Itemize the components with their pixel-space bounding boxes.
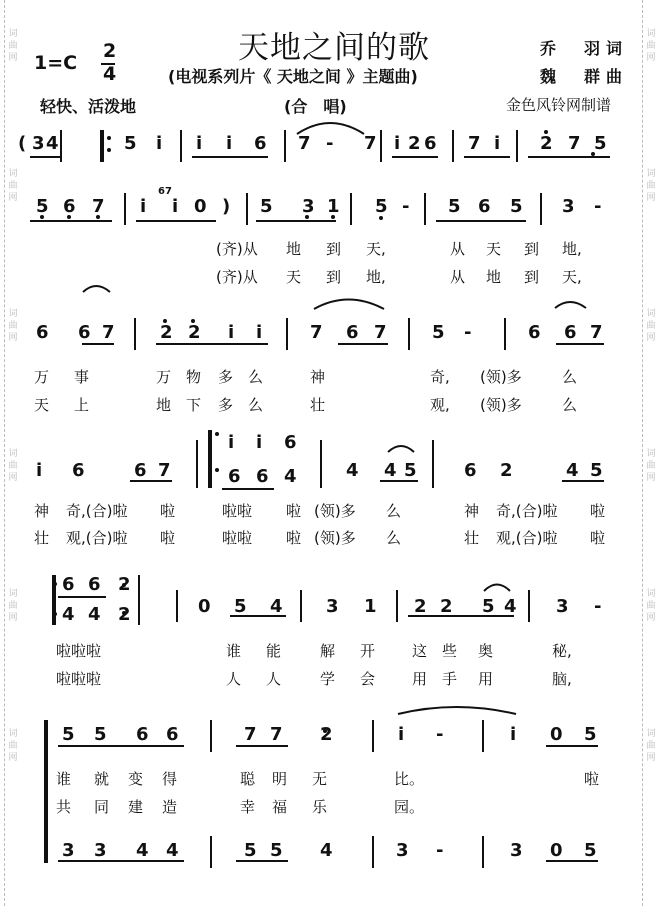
note: 3	[562, 196, 575, 217]
bar-line	[372, 836, 374, 868]
note: 7	[158, 460, 171, 481]
note-beam	[58, 745, 184, 747]
note: 6	[166, 724, 179, 745]
lyric: 啦	[286, 502, 302, 520]
note: 6	[284, 432, 297, 453]
lyric: 开	[360, 642, 376, 660]
note-beam	[156, 343, 268, 345]
note: 5	[584, 724, 597, 745]
lyricist-credit: 乔 羽词	[540, 39, 629, 58]
note: (	[18, 133, 27, 154]
lyric: 乐	[312, 798, 328, 816]
note-beam	[222, 488, 274, 490]
lyric: 幸	[240, 798, 256, 816]
bar-line	[210, 720, 212, 752]
bar-line	[482, 836, 484, 868]
lyric: 啦啦	[222, 529, 253, 547]
note: 6	[424, 133, 437, 154]
lyric: 地	[286, 240, 302, 258]
lyric: 福	[272, 798, 288, 816]
bar-line	[284, 130, 286, 162]
lyric: (齐)从	[216, 240, 258, 258]
note: i	[228, 322, 235, 343]
lyric: 啦	[590, 529, 606, 547]
note: 5	[432, 322, 445, 343]
note: 7	[92, 196, 105, 217]
lyric: 明	[272, 770, 288, 788]
note: 2	[160, 322, 173, 343]
note: 2	[500, 460, 513, 481]
note: 2	[118, 604, 131, 625]
note: -	[326, 133, 334, 154]
tempo-marking: 轻快、活泼地	[40, 97, 137, 116]
bar-line	[452, 130, 454, 162]
lyric: 么	[248, 368, 264, 386]
note: 6	[72, 460, 85, 481]
note: -	[594, 196, 602, 217]
note: i	[494, 133, 501, 154]
note: i	[226, 133, 233, 154]
lyric: 会	[360, 670, 376, 688]
note-beam	[136, 220, 216, 222]
note: 5	[510, 196, 523, 217]
time-signature-top: 2	[103, 40, 117, 62]
lyric: 天,	[366, 240, 386, 258]
note-beam	[528, 156, 610, 158]
note: 2	[414, 596, 427, 617]
lyric: 些	[442, 642, 458, 660]
lyric: 下	[186, 396, 202, 414]
watermark-left-5: 词曲网	[8, 589, 18, 623]
slur-mark	[388, 446, 414, 452]
note-beam	[58, 596, 106, 598]
note: 1	[364, 596, 377, 617]
note: 5	[62, 724, 75, 745]
note: i	[394, 133, 401, 154]
note: 5	[36, 196, 49, 217]
note: 7	[310, 322, 323, 343]
note: 6	[256, 466, 269, 487]
lyric: 用	[412, 670, 428, 688]
note: 7	[374, 322, 387, 343]
lyric: 么	[386, 502, 402, 520]
lyric: 得	[162, 770, 178, 788]
slur-mark	[314, 300, 384, 310]
note-beam	[82, 343, 114, 345]
lyric: 神	[310, 368, 326, 386]
bar-line	[424, 193, 426, 225]
note: 3	[510, 840, 523, 861]
lyric: 啦	[286, 529, 302, 547]
note: -	[464, 322, 472, 343]
bar-line	[528, 590, 530, 622]
note: 5	[94, 724, 107, 745]
lyric: 么	[562, 396, 578, 414]
lyric: 到	[326, 240, 342, 258]
note: 4	[62, 604, 75, 625]
lyric: 人	[226, 670, 242, 688]
bar-line	[134, 318, 136, 350]
lyric: (领)多	[314, 502, 356, 520]
note: 0	[550, 724, 563, 745]
lyric: 观,	[430, 396, 450, 414]
bar-line	[210, 836, 212, 868]
note: 6	[478, 196, 491, 217]
note: 6	[134, 460, 147, 481]
note: i	[156, 133, 163, 154]
lyric: 造	[162, 798, 178, 816]
slur-mark	[83, 286, 110, 292]
bar-line	[350, 193, 352, 225]
lyric: 地	[486, 268, 502, 286]
bar-line	[52, 575, 56, 625]
watermark-right-1: 词曲网	[646, 29, 656, 63]
lyric: 奇,(合)啦	[66, 502, 128, 520]
lyric: (领)多	[480, 396, 522, 414]
note: 6	[254, 133, 267, 154]
note: 5	[244, 840, 257, 861]
lyric: 万	[156, 368, 172, 386]
watermark-left-1: 词曲网	[8, 29, 18, 63]
note: 5	[124, 133, 137, 154]
bar-line	[380, 130, 382, 162]
lyric: 比。	[394, 770, 425, 788]
lyric: 秘,	[552, 642, 572, 660]
lyric: 天	[34, 396, 50, 414]
lyric: 聪	[240, 770, 256, 788]
note: 7	[568, 133, 581, 154]
lyric: 天,	[562, 268, 582, 286]
note: -	[402, 196, 410, 217]
lyric: 用	[478, 670, 494, 688]
lyric: 啦啦啦	[56, 670, 102, 688]
note: 3	[326, 596, 339, 617]
note: -	[436, 724, 444, 745]
note: 2	[540, 133, 553, 154]
slur-mark	[484, 585, 510, 592]
note-beam	[546, 745, 598, 747]
lyric: 园。	[394, 798, 425, 816]
note-beam	[192, 156, 268, 158]
lyric: 天	[286, 268, 302, 286]
song-title: 天地之间的歌	[238, 30, 430, 66]
watermark-left-4: 词曲网	[8, 449, 18, 483]
bar-line	[300, 590, 302, 622]
watermark-left-3: 词曲网	[8, 309, 18, 343]
composer-credit: 魏 群曲	[540, 67, 629, 86]
lyric: 壮	[310, 396, 326, 414]
bar-line	[320, 440, 322, 488]
note-beam	[338, 343, 388, 345]
lyric: 啦	[584, 770, 600, 788]
lyric: 谁	[226, 642, 242, 660]
note: 6	[62, 574, 75, 595]
note: 5	[404, 460, 417, 481]
lyric: 物	[186, 368, 202, 386]
lyric: 这	[412, 642, 428, 660]
note: 1	[327, 196, 340, 217]
bar-line	[100, 130, 104, 162]
lyric: 万	[34, 368, 50, 386]
lyric: 手	[442, 670, 458, 688]
note: 4	[136, 840, 149, 861]
bar-line	[180, 130, 182, 162]
note: )	[222, 196, 231, 217]
note: 2	[188, 322, 201, 343]
lyric: 人	[266, 670, 282, 688]
note: 5	[594, 133, 607, 154]
watermark-right-2: 词曲网	[646, 169, 656, 203]
note: 4	[320, 840, 333, 861]
note: i	[196, 133, 203, 154]
note: 5	[590, 460, 603, 481]
lyric: 多	[218, 396, 234, 414]
lyric: 无	[312, 770, 328, 788]
note: 6	[63, 196, 76, 217]
bar-line	[124, 193, 126, 225]
bar-line	[208, 430, 212, 488]
note: 4	[284, 466, 297, 487]
lyric: 脑,	[552, 670, 572, 688]
note: 6	[136, 724, 149, 745]
lyric: 从	[450, 268, 466, 286]
note: 2	[440, 596, 453, 617]
lyric: 上	[74, 396, 90, 414]
lyric: 观,(合)啦	[496, 529, 558, 547]
lyric: 到	[524, 268, 540, 286]
lyric: 奥	[478, 642, 494, 660]
note: 0	[198, 596, 211, 617]
key-signature: 1=C	[34, 52, 78, 74]
watermark-right-3: 词曲网	[646, 309, 656, 343]
bar-line	[396, 590, 398, 622]
bar-line	[286, 318, 288, 350]
lyric: 学	[320, 670, 336, 688]
bar-line	[540, 193, 542, 225]
lyric: 能	[266, 642, 282, 660]
repeat-dot	[215, 432, 219, 436]
note: 4	[346, 460, 359, 481]
lyric: 解	[320, 642, 336, 660]
lyric: 奇,(合)啦	[496, 502, 558, 520]
note: 0	[550, 840, 563, 861]
lyric: 地,	[562, 240, 582, 258]
repeat-dot	[107, 136, 111, 140]
lyric: 事	[74, 368, 90, 386]
note: 67	[158, 186, 172, 197]
note: i	[228, 432, 235, 453]
bar-line	[504, 318, 506, 350]
note: 7	[468, 133, 481, 154]
bar-line	[408, 318, 410, 350]
bar-line	[432, 440, 434, 488]
lyric: 从	[450, 240, 466, 258]
lyric: 建	[128, 798, 144, 816]
bar-line	[196, 440, 198, 488]
note: -	[594, 596, 602, 617]
performance-marking: (合 唱)	[284, 97, 347, 116]
note: 6	[346, 322, 359, 343]
bar-line	[60, 130, 62, 162]
lyric: 同	[94, 798, 110, 816]
lyric: 谁	[56, 770, 72, 788]
note: 6	[78, 322, 91, 343]
note-beam	[392, 156, 438, 158]
note: 0	[194, 196, 207, 217]
lyric: (领)多	[480, 368, 522, 386]
lyric: 么	[248, 396, 264, 414]
bar-line	[246, 193, 248, 225]
note: 3	[396, 840, 409, 861]
note: 2	[118, 574, 131, 595]
note: 7	[102, 322, 115, 343]
note: 4	[166, 840, 179, 861]
lyric: 神	[464, 502, 480, 520]
watermark-right-4: 词曲网	[646, 449, 656, 483]
lyric: 啦啦啦	[56, 642, 102, 660]
note: i	[510, 724, 517, 745]
note: 5	[260, 196, 273, 217]
note: 2	[408, 133, 421, 154]
note: 6	[228, 466, 241, 487]
note: 5	[482, 596, 495, 617]
lyric: 啦	[160, 529, 176, 547]
note: 7	[590, 322, 603, 343]
note: 4	[46, 133, 59, 154]
slur-mark	[555, 302, 586, 308]
note: 5	[448, 196, 461, 217]
note: 4	[88, 604, 101, 625]
lyric: 啦啦	[222, 502, 253, 520]
note: -	[436, 840, 444, 861]
lyric: 地	[156, 396, 172, 414]
note: 7	[244, 724, 257, 745]
note-beam	[256, 220, 336, 222]
note: 4	[384, 460, 397, 481]
note: 3	[94, 840, 107, 861]
lyric: (齐)从	[216, 268, 258, 286]
note: 7	[270, 724, 283, 745]
note-beam	[236, 745, 288, 747]
lyric: 壮	[34, 529, 50, 547]
note: i	[172, 196, 179, 217]
lyric: 到	[524, 240, 540, 258]
note: i	[256, 432, 263, 453]
note: 4	[270, 596, 283, 617]
note: 5	[375, 196, 388, 217]
note: i	[256, 322, 263, 343]
note: 6	[464, 460, 477, 481]
note: 6	[88, 574, 101, 595]
lyric: 地,	[366, 268, 386, 286]
lyric: 观,(合)啦	[66, 529, 128, 547]
lyric: 啦	[590, 502, 606, 520]
watermark-left-6: 词曲网	[8, 729, 18, 763]
note: 3	[556, 596, 569, 617]
bar-line	[516, 130, 518, 162]
note: 7	[364, 133, 377, 154]
lyric: (领)多	[314, 529, 356, 547]
lyric: 奇,	[430, 368, 450, 386]
lyric: 到	[326, 268, 342, 286]
lyric: 么	[386, 529, 402, 547]
lyric: 啦	[160, 502, 176, 520]
note: 3	[32, 133, 45, 154]
lyric: 壮	[464, 529, 480, 547]
repeat-dot	[107, 148, 111, 152]
bar-line	[482, 720, 484, 752]
transcriber-credit: 金色风铃网制谱	[506, 96, 612, 114]
bar-line	[138, 575, 140, 625]
time-signature-bottom: 4	[103, 63, 117, 85]
lyric: 变	[128, 770, 144, 788]
note: 6	[528, 322, 541, 343]
note-beam	[436, 220, 526, 222]
note: 5	[234, 596, 247, 617]
note-beam	[30, 156, 60, 158]
song-subtitle: (电视系列片《 天地之间 》主题曲)	[168, 67, 418, 86]
lyric: 神	[34, 502, 50, 520]
note: 4	[566, 460, 579, 481]
note: 7	[298, 133, 311, 154]
note-beam	[556, 343, 604, 345]
note: 2	[320, 724, 333, 745]
bar-line	[372, 720, 374, 752]
note: 6	[564, 322, 577, 343]
note: i	[140, 196, 147, 217]
watermark-left-2: 词曲网	[8, 169, 18, 203]
note: i	[36, 460, 43, 481]
lyric: 么	[562, 368, 578, 386]
lyric: 就	[94, 770, 110, 788]
lyric: 多	[218, 368, 234, 386]
bar-line	[176, 590, 178, 622]
note: 3	[62, 840, 75, 861]
lyric: 天	[486, 240, 502, 258]
lyric: 共	[56, 798, 72, 816]
note-beam	[30, 220, 112, 222]
note-beam	[464, 156, 510, 158]
note: 5	[584, 840, 597, 861]
watermark-right-5: 词曲网	[646, 589, 656, 623]
note: 4	[504, 596, 517, 617]
bar-line	[44, 720, 48, 863]
slur-mark	[398, 707, 516, 714]
watermark-right-6: 词曲网	[646, 729, 656, 763]
note: 3	[302, 196, 315, 217]
note: i	[398, 724, 405, 745]
note: 5	[270, 840, 283, 861]
note: 6	[36, 322, 49, 343]
repeat-dot	[215, 468, 219, 472]
